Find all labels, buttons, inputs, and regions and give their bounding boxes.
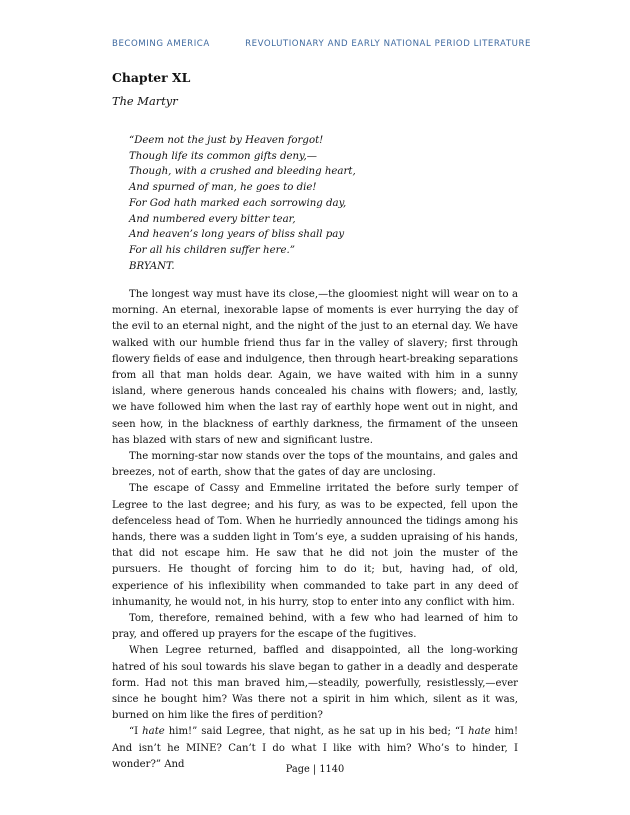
emphasis-hate: hate [142, 726, 165, 738]
page-number: Page | 1140 [285, 764, 345, 775]
poem-line: For God hath marked each sorrowing day, [129, 197, 347, 209]
running-header [112, 39, 532, 49]
body-paragraph: Tom, therefore, remained behind, with a few who had learned of him to pray, and offered up prayers for the escape of the fugitives. [112, 613, 518, 641]
body-paragraph: The longest way must have its close,—the gloomiest night will wear on to a morning. An eternal, inexorable lapse of moments is ever hurrying the day of the evil to an eternal night, and the night of the just to an eternal day. We have walked with our humble friend thus far in the valley of slavery; first through flowery fields of ease and indulgence, then through heart-breaking separations from all that man holds dear. Again, we have waited with him in a sunny island, where generous hands concealed his chains with flowers; and, lastly, we have followed him when the last ray of earthly hope went out in night, and seen how, in the blackness of earthly darkness, the firmament of the unseen has blazed with stars of new and significant lustre. [112, 289, 518, 446]
chapter-body [112, 287, 518, 773]
chapter-title: Chapter XL [112, 70, 191, 85]
header-book-title: BECOMING AMERICA [112, 39, 210, 49]
chapter-subtitle: The Martyr [112, 94, 178, 108]
body-paragraph: The morning-star now stands over the tops of the mountains, and gales and breezes, not of earth, show that the gates of day are unclosing. [112, 451, 518, 479]
text-run: him! And isn’t he MINE? Can’t I do what I like with him? Who’s to hinder, I wonder?” And [112, 726, 518, 770]
header-section-title: REVOLUTIONARY AND EARLY NATIONAL PERIOD LITERATURE [245, 39, 531, 49]
poem-line: “Deem not the just by Heaven forgot! [129, 135, 324, 146]
poem-attribution: BRYANT. [129, 260, 175, 272]
poem-line: For all his children suffer here.” [129, 244, 295, 256]
text-run: “I [129, 726, 143, 738]
poem-line: Though, with a crushed and bleeding heart, [129, 166, 356, 178]
body-paragraph: The escape of Cassy and Emmeline irritated the before surly temper of Legree to the last degree; and his fury, as was to be expected, fell upon the defenceless head of Tom. When he hurriedly announced the tidings among his hands, there was a sudden light in Tom’s eye, a sudden upraising of his hands, that did not escape him. He saw that he did not join the muster of the pursuers. He thought of forcing him to do it; but, having had, of old, experience of his inflexibility when commanded to take part in any deed of inhumanity, he would not, in his hurry, stop to enter into any conflict with him. [112, 483, 518, 608]
poem-line: And spurned of man, he goes to die! [129, 182, 317, 194]
poem-line: And heaven’s long years of bliss shall pay [129, 229, 345, 241]
body-paragraph: When Legree returned, baffled and disappointed, all the long-working hatred of his soul towards his slave began to gather in a deadly and desperate form. Had not this man braved him,—steadily, powerfully, resistlessly,—ever since he bought him? Was there not a spirit in him which, silent as it was, burned on him like the fires of perdition? [112, 645, 518, 722]
emphasis-hate: hate [468, 726, 491, 738]
poem-line: Though life its common gifts deny,— [129, 150, 317, 162]
epigraph-poem [129, 133, 356, 274]
text-run: him!” said Legree, that night, as he sat up in his bed; “I [164, 726, 469, 738]
poem-line: And numbered every bitter tear, [129, 213, 296, 225]
